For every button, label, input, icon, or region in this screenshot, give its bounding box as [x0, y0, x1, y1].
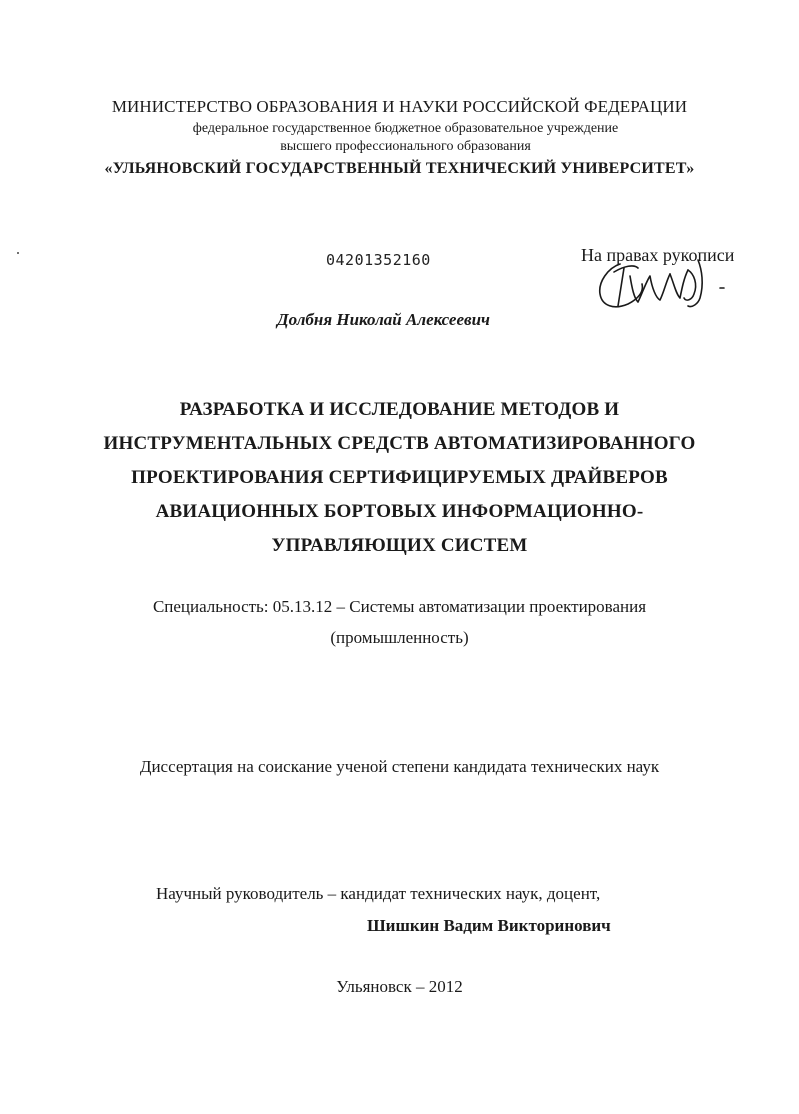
title-line-5: УПРАВЛЯЮЩИХ СИСТЕМ: [271, 535, 528, 556]
institution-line-2: высшего профессионального образования: [280, 139, 531, 154]
university-name: «УЛЬЯНОВСКИЙ ГОСУДАРСТВЕННЫЙ ТЕХНИЧЕСКИЙ УНИВЕРСИТЕТ»: [104, 160, 695, 177]
city-year: Ульяновск – 2012: [336, 977, 463, 996]
title-line-2: ИНСТРУМЕНТАЛЬНЫХ СРЕДСТВ АВТОМАТИЗИРОВАННОГО: [103, 433, 696, 454]
institution-line-1: федеральное государственное бюджетное образовательное учреждение: [192, 121, 619, 136]
dissertation-statement: Диссертация на соискание ученой степени кандидата технических наук: [139, 757, 660, 776]
author-name: Долбня Николай Алексеевич: [277, 310, 490, 329]
specialty-line-1: Специальность: 05.13.12 – Системы автоматизации проектирования: [152, 597, 647, 616]
title-line-4: АВИАЦИОННЫХ БОРТОВЫХ ИНФОРМАЦИОННО-: [155, 501, 644, 522]
supervisor-name: Шишкин Вадим Викторинович: [367, 916, 611, 935]
title-line-3: ПРОЕКТИРОВАНИЯ СЕРТИФИЦИРУЕМЫХ ДРАЙВЕРОВ: [131, 467, 668, 488]
supervisor-role: Научный руководитель – кандидат технических наук, доцент,: [156, 884, 601, 903]
document-number: 04201352160: [326, 251, 431, 269]
manuscript-note: На правах рукописи: [581, 245, 735, 265]
stray-mark: [17, 252, 19, 254]
ministry-heading: МИНИСТЕРСТВО ОБРАЗОВАНИЯ И НАУКИ РОССИЙСКОЙ ФЕДЕРАЦИИ: [111, 97, 688, 116]
specialty-line-2: (промышленность): [330, 628, 469, 647]
title-line-1: РАЗРАБОТКА И ИССЛЕДОВАНИЕ МЕТОДОВ И: [179, 399, 620, 420]
